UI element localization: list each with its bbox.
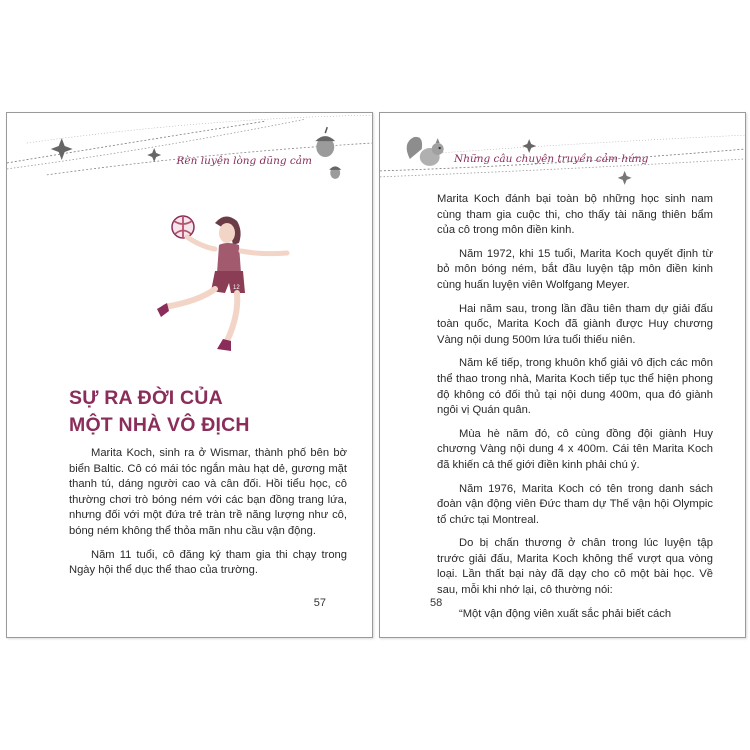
paragraph: Do bị chấn thương ở chân trong lúc luyện tập trước giải đấu, Marita Koch không thể vượt qua vòng loại. Lần thất bại này đã dạy cho cô một bài học. Về sau, mỗi khi nhớ lại, cô thường nói:: [437, 537, 713, 597]
paragraph: Năm 1972, khi 15 tuổi, Marita Koch quyết định từ bỏ môn bóng ném, bắt đầu luyện tập môn điền kinh cùng huấn luyện viên Wolfgang Meyer.: [437, 247, 713, 291]
chapter-title-line1: SỰ RA ĐỜI CỦA: [69, 387, 223, 409]
acorn-icon: [315, 127, 335, 157]
paragraph: Năm kế tiếp, trong khuôn khổ giải vô địch các môn thể thao trong nhà, Marita Koch tiếp tục thể hiện phong độ không có đối thủ tại nội dung 400m, qua đó giành ngôi vị Quán quân.: [437, 357, 713, 417]
running-header: Rèn luyện lòng dũng cảm: [176, 155, 312, 167]
handball-player-illustration: [147, 205, 307, 365]
squirrel-icon: [407, 137, 444, 166]
paragraph: “Một vận động viên xuất sắc phải biết cách: [459, 607, 672, 620]
page-number: 57: [313, 597, 326, 609]
paragraph: Hai năm sau, trong lần đầu tiên tham dự giải đấu toàn quốc, Marita Koch đã giành được Huy chương Vàng nội dung 500m lứa tuổi thiếu niên.: [437, 302, 713, 346]
paragraph: Năm 11 tuổi, cô đăng ký tham gia thi chạy trong Ngày hội thể dục thể thao của trường.: [69, 548, 347, 577]
handball-icon: [172, 216, 194, 238]
header-decoration: [7, 113, 372, 193]
sparkle-icon: [618, 171, 632, 185]
body-text: [69, 446, 347, 587]
page-number: 58: [430, 597, 443, 609]
left-page: [6, 112, 373, 638]
running-header: Những câu chuyện truyền cảm hứng: [454, 153, 649, 165]
sparkle-icon: [147, 148, 161, 162]
paragraph: Marita Koch đánh bại toàn bộ những học sinh nam cùng tham gia cuộc thi, cho thấy tài năng thiên bẩm của cô trong môn điền kinh.: [437, 193, 713, 237]
jersey-number: 12: [233, 285, 240, 291]
body-text: [437, 192, 713, 630]
acorn-icon: [329, 166, 341, 178]
sparkle-icon: [51, 138, 73, 160]
right-page: [379, 112, 746, 638]
paragraph: Mùa hè năm đó, cô cùng đồng đội giành Huy chương Vàng nội dung 4 x 400m. Cái tên Marita Koch đã khiến cả thế giới điền kinh phải chú ý.: [437, 427, 713, 471]
sparkle-icon: [522, 139, 536, 153]
paragraph: Marita Koch, sinh ra ở Wismar, thành phố bên bờ biển Baltic. Cô có mái tóc ngắn màu hạt dẻ, gương mặt thanh tú, dáng người cao và cân đối. Hồi tiểu học, cô thường chơi trò bóng ném với các bạn đồng trang lứa, nhưng đối với một đứa trẻ tràn trề năng lượng như cô, bóng ném không thể thỏa mãn nhu cầu vận động.: [69, 447, 347, 537]
chapter-title-line2: MỘT NHÀ VÔ ĐỊCH: [69, 414, 250, 436]
chapter-title: [69, 385, 359, 439]
paragraph: Năm 1976, Marita Koch có tên trong danh sách đoàn vận động viên Đức tham dự Thế vận hội Olympic tổ chức tại Montreal.: [437, 482, 713, 526]
